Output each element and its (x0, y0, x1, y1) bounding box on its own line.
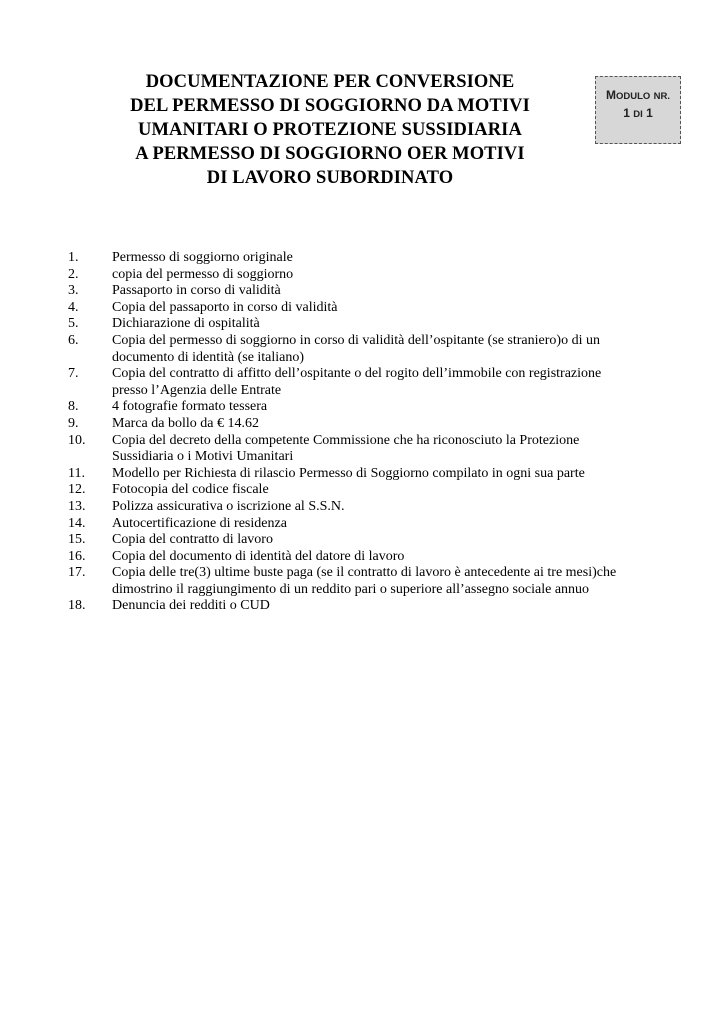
list-item-number: 18. (68, 598, 86, 614)
list-item-text: Copia del passaporto in corso di validità (112, 299, 338, 315)
list-item-text: Fotocopia del codice fiscale (112, 482, 269, 498)
list-item (68, 532, 648, 549)
list-item (68, 300, 648, 317)
list-item (68, 499, 648, 516)
list-item-number: 8. (68, 399, 79, 415)
list-item-text: documento di identità (se italiano) (112, 349, 305, 365)
document-list (68, 250, 648, 615)
list-item-number: 7. (68, 366, 79, 382)
list-item (68, 466, 648, 483)
list-item (68, 250, 648, 267)
list-item (68, 565, 648, 598)
modulo-number-box (595, 76, 681, 144)
list-item (68, 416, 648, 433)
list-item-text: Copia del contratto di affitto dell’ospitante o del rogito dell’immobile con registrazione (112, 366, 602, 382)
list-item (68, 598, 648, 615)
list-item-text: Passaporto in corso di validità (112, 283, 281, 299)
modulo-initial: M (605, 88, 616, 102)
list-item-number: 14. (68, 515, 86, 531)
title-line: UMANITARI O PROTEZIONE SUSSIDIARIA (138, 120, 522, 140)
title-line: A PERMESSO DI SOGGIORNO OER MOTIVI (135, 144, 525, 164)
list-item-text: dimostrino il raggiungimento di un reddito pari o superiore all’assegno sociale annuo (112, 581, 590, 597)
title-line: DOCUMENTAZIONE PER CONVERSIONE (145, 72, 515, 92)
list-item (68, 433, 648, 466)
list-item-number: 17. (68, 565, 86, 581)
list-item-number: 11. (68, 465, 85, 481)
list-item (68, 366, 648, 399)
list-item-text: Marca da bollo da € 14.62 (112, 415, 259, 431)
list-item-number: 10. (68, 432, 86, 448)
list-item (68, 482, 648, 499)
list-item-number: 3. (68, 283, 79, 299)
modulo-nr-label: NR. (653, 91, 671, 102)
list-item-number: 4. (68, 299, 79, 315)
list-item-text: Autocertificazione di residenza (112, 515, 287, 531)
list-item-number: 1. (68, 250, 79, 265)
modulo-label (596, 87, 680, 105)
list-item-text: Copia del documento di identità del datore di lavoro (112, 548, 405, 564)
list-item-number: 12. (68, 482, 86, 498)
modulo-di-label: DI (633, 109, 643, 120)
list-item-number: 16. (68, 548, 86, 564)
modulo-count (596, 105, 680, 123)
list-item-text: Copia del permesso di soggiorno in corso di validità dell’ospitante (se straniero)o di un (112, 332, 600, 348)
list-item-text: Polizza assicurativa o iscrizione al S.S.N. (112, 498, 345, 514)
list-item-number: 13. (68, 498, 86, 514)
list-item-text: 4 fotografie formato tessera (112, 399, 268, 415)
list-item-number: 5. (68, 316, 79, 332)
list-item (68, 333, 648, 366)
modulo-number: 1 (623, 106, 630, 120)
modulo-rest: ODULO (615, 91, 651, 102)
list-item-text: Denuncia dei redditi o CUD (112, 598, 270, 614)
list-item (68, 267, 648, 284)
list-item-text: Copia del contratto di lavoro (112, 532, 273, 548)
list-item-text: Copia delle tre(3) ultime buste paga (se il contratto di lavoro è antecedente ai tre mesi)che (112, 565, 617, 581)
modulo-total: 1 (646, 106, 653, 120)
list-item-number: 6. (68, 332, 79, 348)
list-item (68, 283, 648, 300)
title-line: DEL PERMESSO DI SOGGIORNO DA MOTIVI (130, 96, 530, 116)
document-title (100, 70, 560, 190)
list-item (68, 316, 648, 333)
list-item-text: copia del permesso di soggiorno (112, 266, 294, 282)
list-item-text: Modello per Richiesta di rilascio Permesso di Soggiorno compilato in ogni sua parte (112, 465, 585, 481)
list-item-number: 2. (68, 266, 79, 282)
list-item-text: presso l’Agenzia delle Entrate (112, 382, 282, 398)
list-item (68, 399, 648, 416)
list-item-number: 9. (68, 415, 79, 431)
list-item-text: Copia del decreto della competente Commissione che ha riconosciuto la Protezione (112, 432, 580, 448)
title-line: DI LAVORO SUBORDINATO (206, 168, 454, 188)
list-item (68, 549, 648, 566)
list-item-text: Permesso di soggiorno originale (112, 250, 293, 265)
list-item-text: Dichiarazione di ospitalità (112, 316, 260, 332)
list-item-number: 15. (68, 532, 86, 548)
list-item-text: Sussidiaria o i Motivi Umanitari (112, 449, 294, 465)
list-item (68, 516, 648, 533)
